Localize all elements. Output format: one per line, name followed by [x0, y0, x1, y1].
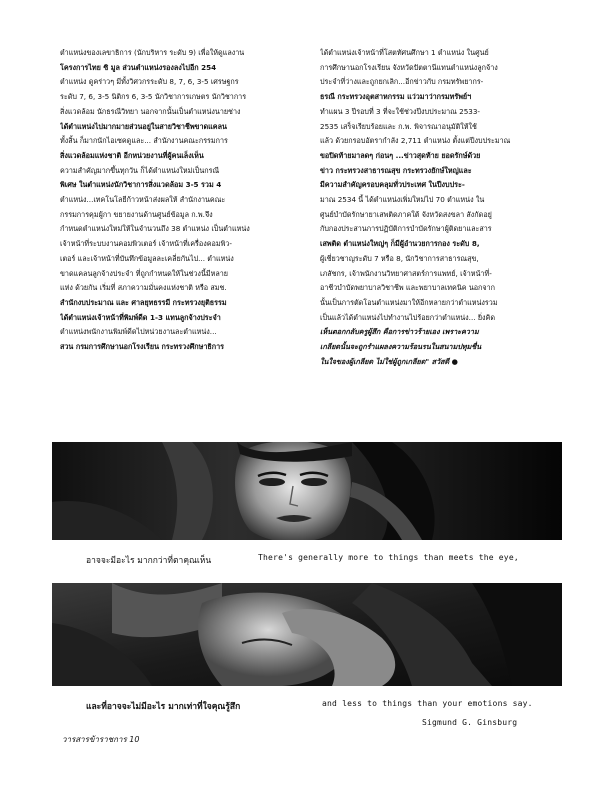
text-line: ได้ตำแหน่งเจ้าหน้าที่โสตทัศนศึกษา 1 ตำแหน่ง ในศูนย์: [320, 48, 489, 57]
page-footer: วารสารข้าราชการ 10: [62, 735, 140, 744]
text-line: เกลียดนั้นจะถูกรำแผลงความร้อนรนในสนามปทุมชื่น: [320, 342, 482, 352]
right-text-column: [320, 46, 588, 369]
text-line: พิเศษ ในตำแหน่งนักวิชาการสิ่งแวดล้อม 3-5 รวม 4: [60, 180, 222, 190]
text-line: ศูนย์บำบัดรักษายาเสพติดภาคใต้ จังหวัดสงขลา สังกัดอยู่: [320, 209, 492, 219]
text-line: ความสำคัญมากขึ้นทุกวัน ก็ได้ตำแหน่งใหม่เป็นกรณี: [60, 165, 220, 175]
text-line: ตำแหน่งพนักงานพิมพ์ดีดไปหน่วยงานละตำแหน่ง...: [60, 327, 217, 337]
embrace-photo: [52, 583, 562, 686]
text-line: เภสัชกร, เจ้าพนักงานวิทยาศาสตร์การแพทย์, เจ้าหน้าที่-: [320, 268, 492, 278]
text-line: กับกองประสานการปฏิบัติการบำบัดรักษาผู้ติดยาและสาร: [320, 224, 492, 234]
caption-thai-1: อาจจะมีอะไร มากกว่าที่ตาคุณเห็น: [86, 556, 212, 566]
text-line: นั้นเป็นการตัดโอนตำแหน่งมาให้อีกหลายกว่าตำแหน่งรวม: [320, 297, 498, 307]
text-line: สวน กรมการศึกษานอกโรงเรียน กระทรวงศึกษาธิการ: [60, 342, 225, 352]
caption-thai-2: และที่อาจจะไม่มีอะไร มากเท่าที่ใจคุณรู้สึก: [86, 702, 241, 712]
caption-english-2: and less to things than your emotions say.: [322, 699, 533, 708]
text-line: เสพติด ตำแหน่งใหญ่ๆ ก็มีผู้อำนวยการกอง ระดับ 8,: [320, 239, 480, 249]
text-line: ได้ตำแหน่งไปมากมายส่วนอยู่ในสายวิชาชีพขาดแคลน: [60, 121, 227, 131]
text-line: ตำแหน่ง ดูคร่าวๆ มีทั้งวิศวกรระดับ 8, 7, 6, 3-5 เศรษฐกร: [60, 77, 239, 87]
text-line: ตำแหน่งของเลขาธิการ (นักบริหาร ระดับ 9) เพื่อให้ดูแลงาน: [60, 48, 245, 57]
text-line: สิ่งแวดล้อมแห่งชาติ อีกหน่วยงานที่ผู้คนเล็งเห็น: [60, 150, 204, 160]
text-line: ในใจของผู้เกลียด ไม่ใช่ผู้ถูกเกลียด" สวัสดี ●: [320, 356, 458, 366]
left-text-column: [60, 46, 328, 355]
text-line: ทั้งสิ้น ก็มากนักไอเซคดูและ... สำนักงานคณะกรรมการ: [60, 136, 228, 146]
text-line: ธรณี กระทรวงอุตสาหกรรม แว่วมาว่ากรมทรัพย์ฯ: [320, 92, 472, 102]
text-line: ได้ตำแหน่งเจ้าหน้าที่พิมพ์ดีด 1-3 แทนลูกจ้างประจำ: [60, 312, 221, 322]
text-line: ขาดแคลนลูกจ้างประจำ ที่ถูกกำหนดให้ในช่วงนี้มีหลาย: [60, 268, 228, 278]
text-line: ระดับ 7, 6, 3-5 นิติกร 6, 3-5 นักวิชาการเกษตร นักวิชาการ: [60, 92, 247, 102]
quote-attribution: Sigmund G. Ginsburg: [422, 718, 518, 727]
text-line: แล้ว ด้วยกรอบอัตรากำลัง 2,711 ตำแหน่ง ตั้งแต่ปีงบประมาณ: [320, 136, 511, 146]
text-line: ขอปิดท้ายมาลดๆ ก่อนๆ ...ข่าวสุดท้าย ยอดรักษ์ด้วย: [320, 150, 481, 160]
text-line: 2535 เสร็จเรียบร้อยและ ก.พ. พิจารณาอนุมัติให้ใช้: [320, 121, 477, 131]
text-line: การศึกษานอกโรงเรียน จังหวัดปัตตานีแทนตำแหน่งลูกจ้าง: [320, 62, 498, 72]
text-line: เตอร์ และเจ้าหน้าที่บันทึกข้อมูลละเคลี่ยกันไป... ตำแหน่ง: [60, 253, 234, 263]
text-line: ผู้เชี่ยวชาญระดับ 7 หรือ 8, นักวิชาการสาธารณสุข,: [320, 253, 479, 263]
text-line: มาณ 2534 นี้ ได้ตำแหน่งเพิ่มใหม่ไป 70 ตำแหน่ง ใน: [320, 195, 485, 205]
text-line: ประจำที่ว่างและถูกยกเลิก...อีกข่าวกับ กรมทรัพยากร-: [320, 77, 484, 87]
text-line: กรรมการคุมผู้กา ขยายงานด้านศูนย์ข้อมูล ก.พ.จึง: [60, 209, 213, 219]
caption-english-1: There's generally more to things than meets the eye,: [258, 553, 519, 562]
text-line: เจ้าหน้าที่ระบบงานคอมพิวเตอร์ เจ้าหน้าที่เครื่องคอมพิว-: [60, 239, 232, 249]
text-line: กำหนดตำแหน่งใหม่ให้ในจำนวนถึง 38 ตำแหน่ง เป็นตำแหน่ง: [60, 224, 250, 234]
text-line: โครงการไทย ซิ มูล ส่วนตำแหน่งรองลงไปอีก 254: [60, 62, 217, 72]
text-line: ข่าว กระทรวงสาธารณสุข กระทรวงยักษ์ใหญ่และ: [320, 165, 472, 175]
text-line: สำนักงบประมาณ และ ศาลยุทธรรมี กระทรวงยุติธรรม: [60, 297, 227, 307]
text-line: สิ่งแวดล้อม นักธรณีวิทยา นอกจากนั้นเป็นตำแหน่งนายช่าง: [60, 106, 241, 116]
portrait-photo: [52, 442, 562, 540]
text-line: ทำแผน 3 ปีรอบที่ 3 ที่จะใช้ช่วงปีงบประมาณ 2533-: [320, 106, 481, 116]
text-line: แห่ง ด้วยกัน เริ่มที่ สภาความมั่นคงแห่งชาติ หรือ สมช.: [60, 283, 227, 293]
text-line: อาชีวบำบัดพยาบาลวิชาชีพ และพยาบาลเทคนิค นอกจาก: [320, 283, 496, 293]
text-line: ตำแหน่ง...เทคโนโลยีก้าวหน้าส่งผลให้ สำนักงานคณะ: [60, 195, 226, 205]
text-line: มีความสำคัญครอบคลุมทั่วประเทศ ในปีงบประ-: [320, 180, 465, 190]
portrait-photo-art: [52, 442, 562, 540]
text-line: เป็นแล้วได้ตำแหน่งไปทำงานไปร้อยกว่าตำแหน่ง... ยิ่งคิด: [320, 312, 496, 322]
embrace-photo-art: [52, 583, 562, 686]
text-line: เห็นตอกกลับครูผู้สึก คือการข่าวร้ายเอง เพราะความ: [320, 327, 479, 337]
